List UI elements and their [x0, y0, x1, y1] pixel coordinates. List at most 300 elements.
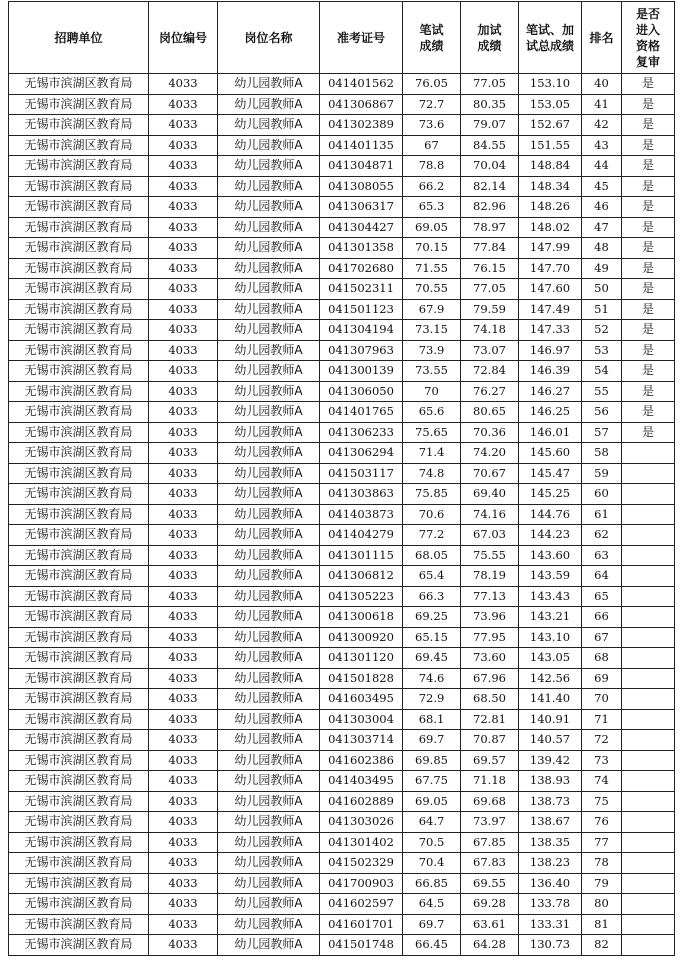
cell-post-name: 幼儿园教师A — [218, 709, 320, 730]
cell-unit: 无锡市滨湖区教育局 — [9, 504, 149, 525]
cell-ticket: 041301358 — [320, 238, 403, 259]
cell-total: 142.56 — [519, 668, 582, 689]
cell-extra: 67.03 — [461, 525, 519, 546]
cell-post-name: 幼儿园教师A — [218, 156, 320, 177]
cell-total: 148.34 — [519, 176, 582, 197]
cell-review — [622, 504, 675, 525]
table-row — [9, 791, 675, 812]
table-row — [9, 627, 675, 648]
cell-rank: 75 — [582, 791, 622, 812]
cell-ticket: 041306294 — [320, 443, 403, 464]
table-row — [9, 197, 675, 218]
cell-total: 147.99 — [519, 238, 582, 259]
cell-written: 76.05 — [403, 74, 461, 95]
cell-written: 64.7 — [403, 812, 461, 833]
cell-unit: 无锡市滨湖区教育局 — [9, 771, 149, 792]
cell-rank: 72 — [582, 730, 622, 751]
cell-unit: 无锡市滨湖区教育局 — [9, 607, 149, 628]
cell-rank: 81 — [582, 914, 622, 935]
cell-total: 147.33 — [519, 320, 582, 341]
header-row — [9, 2, 675, 74]
cell-unit: 无锡市滨湖区教育局 — [9, 914, 149, 935]
cell-review: 是 — [622, 94, 675, 115]
cell-post-no: 4033 — [149, 361, 218, 382]
header-post-name: 岗位名称 — [218, 2, 320, 74]
cell-total: 133.31 — [519, 914, 582, 935]
cell-post-name: 幼儿园教师A — [218, 484, 320, 505]
table-row — [9, 873, 675, 894]
table-row — [9, 812, 675, 833]
cell-unit: 无锡市滨湖区教育局 — [9, 648, 149, 669]
cell-unit: 无锡市滨湖区教育局 — [9, 668, 149, 689]
cell-post-name: 幼儿园教师A — [218, 94, 320, 115]
cell-unit: 无锡市滨湖区教育局 — [9, 894, 149, 915]
header-extra: 加试成绩 — [461, 2, 519, 74]
cell-post-name: 幼儿园教师A — [218, 115, 320, 136]
cell-total: 140.57 — [519, 730, 582, 751]
cell-rank: 43 — [582, 135, 622, 156]
cell-review — [622, 627, 675, 648]
table-row — [9, 525, 675, 546]
cell-post-no: 4033 — [149, 299, 218, 320]
cell-written: 77.2 — [403, 525, 461, 546]
cell-written: 70.4 — [403, 853, 461, 874]
cell-review: 是 — [622, 217, 675, 238]
cell-extra: 79.59 — [461, 299, 519, 320]
cell-ticket: 041602386 — [320, 750, 403, 771]
cell-ticket: 041403873 — [320, 504, 403, 525]
cell-ticket: 041301115 — [320, 545, 403, 566]
cell-post-no: 4033 — [149, 135, 218, 156]
cell-ticket: 041401765 — [320, 402, 403, 423]
cell-written: 67.75 — [403, 771, 461, 792]
cell-unit: 无锡市滨湖区教育局 — [9, 422, 149, 443]
cell-extra: 82.14 — [461, 176, 519, 197]
cell-total: 153.10 — [519, 74, 582, 95]
cell-post-name: 幼儿园教师A — [218, 238, 320, 259]
cell-extra: 78.97 — [461, 217, 519, 238]
cell-extra: 67.85 — [461, 832, 519, 853]
cell-total: 133.78 — [519, 894, 582, 915]
cell-post-name: 幼儿园教师A — [218, 361, 320, 382]
cell-rank: 58 — [582, 443, 622, 464]
cell-review: 是 — [622, 320, 675, 341]
cell-post-no: 4033 — [149, 730, 218, 751]
header-total: 笔试、加试总成绩 — [519, 2, 582, 74]
cell-extra: 78.19 — [461, 566, 519, 587]
table-row — [9, 422, 675, 443]
cell-extra: 68.50 — [461, 689, 519, 710]
cell-unit: 无锡市滨湖区教育局 — [9, 586, 149, 607]
cell-total: 143.10 — [519, 627, 582, 648]
cell-post-name: 幼儿园教师A — [218, 279, 320, 300]
cell-rank: 82 — [582, 935, 622, 956]
table-row — [9, 402, 675, 423]
cell-unit: 无锡市滨湖区教育局 — [9, 135, 149, 156]
cell-written: 68.05 — [403, 545, 461, 566]
cell-rank: 67 — [582, 627, 622, 648]
cell-written: 73.55 — [403, 361, 461, 382]
table-row — [9, 709, 675, 730]
cell-post-no: 4033 — [149, 853, 218, 874]
table-row — [9, 115, 675, 136]
table-row — [9, 217, 675, 238]
cell-rank: 55 — [582, 381, 622, 402]
cell-written: 65.4 — [403, 566, 461, 587]
cell-post-name: 幼儿园教师A — [218, 135, 320, 156]
cell-extra: 75.55 — [461, 545, 519, 566]
cell-ticket: 041301120 — [320, 648, 403, 669]
cell-ticket: 041303026 — [320, 812, 403, 833]
cell-rank: 42 — [582, 115, 622, 136]
cell-extra: 69.68 — [461, 791, 519, 812]
cell-post-name: 幼儿园教师A — [218, 320, 320, 341]
cell-unit: 无锡市滨湖区教育局 — [9, 320, 149, 341]
cell-review: 是 — [622, 74, 675, 95]
table-row — [9, 443, 675, 464]
cell-review: 是 — [622, 422, 675, 443]
cell-rank: 54 — [582, 361, 622, 382]
cell-post-name: 幼儿园教师A — [218, 566, 320, 587]
table-row — [9, 504, 675, 525]
cell-unit: 无锡市滨湖区教育局 — [9, 689, 149, 710]
cell-ticket: 041401562 — [320, 74, 403, 95]
cell-rank: 52 — [582, 320, 622, 341]
cell-written: 73.9 — [403, 340, 461, 361]
cell-review — [622, 935, 675, 956]
cell-rank: 51 — [582, 299, 622, 320]
cell-post-no: 4033 — [149, 607, 218, 628]
cell-ticket: 041300139 — [320, 361, 403, 382]
cell-review: 是 — [622, 340, 675, 361]
cell-extra: 70.67 — [461, 463, 519, 484]
cell-review — [622, 566, 675, 587]
cell-ticket: 041301402 — [320, 832, 403, 853]
cell-total: 146.01 — [519, 422, 582, 443]
cell-unit: 无锡市滨湖区教育局 — [9, 197, 149, 218]
cell-unit: 无锡市滨湖区教育局 — [9, 566, 149, 587]
cell-total: 146.39 — [519, 361, 582, 382]
cell-total: 148.02 — [519, 217, 582, 238]
cell-extra: 77.05 — [461, 279, 519, 300]
cell-post-no: 4033 — [149, 504, 218, 525]
cell-rank: 64 — [582, 566, 622, 587]
table-row — [9, 156, 675, 177]
cell-written: 75.85 — [403, 484, 461, 505]
results-table — [8, 1, 675, 956]
cell-written: 74.8 — [403, 463, 461, 484]
cell-extra: 79.07 — [461, 115, 519, 136]
cell-extra: 70.87 — [461, 730, 519, 751]
cell-ticket: 041302389 — [320, 115, 403, 136]
cell-rank: 70 — [582, 689, 622, 710]
cell-written: 78.8 — [403, 156, 461, 177]
cell-extra: 84.55 — [461, 135, 519, 156]
cell-rank: 76 — [582, 812, 622, 833]
cell-review: 是 — [622, 258, 675, 279]
cell-ticket: 041404279 — [320, 525, 403, 546]
table-row — [9, 279, 675, 300]
cell-post-no: 4033 — [149, 320, 218, 341]
cell-ticket: 041502311 — [320, 279, 403, 300]
table-row — [9, 668, 675, 689]
cell-ticket: 041300920 — [320, 627, 403, 648]
cell-total: 130.73 — [519, 935, 582, 956]
cell-rank: 69 — [582, 668, 622, 689]
cell-post-no: 4033 — [149, 340, 218, 361]
cell-extra: 77.84 — [461, 238, 519, 259]
cell-extra: 70.04 — [461, 156, 519, 177]
cell-review — [622, 832, 675, 853]
cell-written: 67.9 — [403, 299, 461, 320]
cell-ticket: 041603495 — [320, 689, 403, 710]
cell-written: 74.6 — [403, 668, 461, 689]
cell-total: 145.47 — [519, 463, 582, 484]
cell-rank: 62 — [582, 525, 622, 546]
cell-rank: 47 — [582, 217, 622, 238]
cell-review — [622, 586, 675, 607]
cell-post-no: 4033 — [149, 115, 218, 136]
cell-review — [622, 525, 675, 546]
cell-post-no: 4033 — [149, 566, 218, 587]
table-row — [9, 730, 675, 751]
cell-written: 68.1 — [403, 709, 461, 730]
cell-review: 是 — [622, 279, 675, 300]
header-ticket: 准考证号 — [320, 2, 403, 74]
cell-post-no: 4033 — [149, 422, 218, 443]
cell-extra: 67.96 — [461, 668, 519, 689]
cell-post-no: 4033 — [149, 668, 218, 689]
cell-written: 70.15 — [403, 238, 461, 259]
cell-review — [622, 750, 675, 771]
cell-rank: 46 — [582, 197, 622, 218]
cell-rank: 40 — [582, 74, 622, 95]
cell-unit: 无锡市滨湖区教育局 — [9, 94, 149, 115]
cell-post-name: 幼儿园教师A — [218, 545, 320, 566]
cell-post-name: 幼儿园教师A — [218, 914, 320, 935]
cell-review: 是 — [622, 115, 675, 136]
table-row — [9, 299, 675, 320]
cell-post-no: 4033 — [149, 935, 218, 956]
cell-ticket: 041306317 — [320, 197, 403, 218]
cell-written: 65.6 — [403, 402, 461, 423]
cell-ticket: 041308055 — [320, 176, 403, 197]
cell-rank: 66 — [582, 607, 622, 628]
cell-post-name: 幼儿园教师A — [218, 689, 320, 710]
cell-total: 143.60 — [519, 545, 582, 566]
cell-total: 138.73 — [519, 791, 582, 812]
cell-post-name: 幼儿园教师A — [218, 791, 320, 812]
cell-total: 138.35 — [519, 832, 582, 853]
cell-review: 是 — [622, 156, 675, 177]
cell-ticket: 041501828 — [320, 668, 403, 689]
cell-unit: 无锡市滨湖区教育局 — [9, 381, 149, 402]
cell-extra: 77.13 — [461, 586, 519, 607]
cell-written: 70.5 — [403, 832, 461, 853]
cell-ticket: 041300618 — [320, 607, 403, 628]
cell-unit: 无锡市滨湖区教育局 — [9, 730, 149, 751]
cell-post-no: 4033 — [149, 381, 218, 402]
cell-total: 143.21 — [519, 607, 582, 628]
cell-total: 143.59 — [519, 566, 582, 587]
cell-total: 146.25 — [519, 402, 582, 423]
table-row — [9, 258, 675, 279]
cell-total: 146.97 — [519, 340, 582, 361]
cell-review: 是 — [622, 361, 675, 382]
cell-ticket: 041303714 — [320, 730, 403, 751]
table-row — [9, 545, 675, 566]
cell-post-no: 4033 — [149, 197, 218, 218]
table-row — [9, 94, 675, 115]
cell-written: 71.4 — [403, 443, 461, 464]
cell-post-name: 幼儿园教师A — [218, 402, 320, 423]
cell-extra: 73.60 — [461, 648, 519, 669]
cell-review — [622, 791, 675, 812]
cell-post-no: 4033 — [149, 443, 218, 464]
cell-total: 147.49 — [519, 299, 582, 320]
cell-written: 72.9 — [403, 689, 461, 710]
table-row — [9, 648, 675, 669]
cell-written: 73.15 — [403, 320, 461, 341]
cell-extra: 63.61 — [461, 914, 519, 935]
table-row — [9, 484, 675, 505]
table-row — [9, 607, 675, 628]
cell-post-name: 幼儿园教师A — [218, 197, 320, 218]
cell-review — [622, 668, 675, 689]
cell-unit: 无锡市滨湖区教育局 — [9, 812, 149, 833]
cell-post-name: 幼儿园教师A — [218, 217, 320, 238]
cell-extra: 69.40 — [461, 484, 519, 505]
cell-post-name: 幼儿园教师A — [218, 750, 320, 771]
cell-unit: 无锡市滨湖区教育局 — [9, 709, 149, 730]
cell-rank: 78 — [582, 853, 622, 874]
cell-unit: 无锡市滨湖区教育局 — [9, 627, 149, 648]
cell-post-name: 幼儿园教师A — [218, 607, 320, 628]
cell-review — [622, 443, 675, 464]
cell-total: 136.40 — [519, 873, 582, 894]
table-body — [9, 74, 675, 956]
cell-extra: 80.35 — [461, 94, 519, 115]
cell-review — [622, 463, 675, 484]
cell-extra: 70.36 — [461, 422, 519, 443]
cell-written: 65.15 — [403, 627, 461, 648]
cell-post-no: 4033 — [149, 258, 218, 279]
cell-extra: 69.57 — [461, 750, 519, 771]
cell-post-no: 4033 — [149, 94, 218, 115]
cell-post-no: 4033 — [149, 176, 218, 197]
cell-post-name: 幼儿园教师A — [218, 873, 320, 894]
cell-ticket: 041307963 — [320, 340, 403, 361]
cell-rank: 79 — [582, 873, 622, 894]
cell-post-no: 4033 — [149, 545, 218, 566]
cell-unit: 无锡市滨湖区教育局 — [9, 853, 149, 874]
cell-post-name: 幼儿园教师A — [218, 299, 320, 320]
cell-rank: 50 — [582, 279, 622, 300]
cell-extra: 69.55 — [461, 873, 519, 894]
table-row — [9, 135, 675, 156]
cell-post-name: 幼儿园教师A — [218, 648, 320, 669]
cell-rank: 74 — [582, 771, 622, 792]
cell-extra: 72.84 — [461, 361, 519, 382]
cell-review: 是 — [622, 176, 675, 197]
cell-rank: 65 — [582, 586, 622, 607]
cell-total: 146.27 — [519, 381, 582, 402]
cell-total: 147.60 — [519, 279, 582, 300]
cell-ticket: 041305223 — [320, 586, 403, 607]
cell-post-no: 4033 — [149, 402, 218, 423]
cell-written: 73.6 — [403, 115, 461, 136]
table-row — [9, 463, 675, 484]
cell-unit: 无锡市滨湖区教育局 — [9, 279, 149, 300]
cell-post-name: 幼儿园教师A — [218, 381, 320, 402]
cell-unit: 无锡市滨湖区教育局 — [9, 176, 149, 197]
cell-total: 148.26 — [519, 197, 582, 218]
cell-ticket: 041306867 — [320, 94, 403, 115]
cell-total: 138.23 — [519, 853, 582, 874]
header-unit: 招聘单位 — [9, 2, 149, 74]
cell-unit: 无锡市滨湖区教育局 — [9, 299, 149, 320]
cell-written: 66.2 — [403, 176, 461, 197]
cell-post-no: 4033 — [149, 689, 218, 710]
cell-unit: 无锡市滨湖区教育局 — [9, 791, 149, 812]
cell-post-no: 4033 — [149, 74, 218, 95]
header-written: 笔试成绩 — [403, 2, 461, 74]
cell-ticket: 041403495 — [320, 771, 403, 792]
cell-extra: 76.15 — [461, 258, 519, 279]
cell-rank: 68 — [582, 648, 622, 669]
cell-post-name: 幼儿园教师A — [218, 812, 320, 833]
table-row — [9, 74, 675, 95]
cell-extra: 82.96 — [461, 197, 519, 218]
cell-review — [622, 484, 675, 505]
cell-unit: 无锡市滨湖区教育局 — [9, 74, 149, 95]
table-row — [9, 361, 675, 382]
cell-ticket: 041304871 — [320, 156, 403, 177]
cell-rank: 53 — [582, 340, 622, 361]
cell-review — [622, 914, 675, 935]
cell-ticket: 041304194 — [320, 320, 403, 341]
cell-post-name: 幼儿园教师A — [218, 730, 320, 751]
cell-review: 是 — [622, 381, 675, 402]
cell-written: 65.3 — [403, 197, 461, 218]
header-review: 是否进入资格复审 — [622, 2, 675, 74]
cell-written: 69.85 — [403, 750, 461, 771]
table-row — [9, 340, 675, 361]
table-row — [9, 894, 675, 915]
cell-review — [622, 873, 675, 894]
cell-ticket: 041304427 — [320, 217, 403, 238]
cell-extra: 73.96 — [461, 607, 519, 628]
cell-extra: 77.95 — [461, 627, 519, 648]
cell-review — [622, 545, 675, 566]
cell-post-no: 4033 — [149, 279, 218, 300]
header-rank: 排名 — [582, 2, 622, 74]
cell-ticket: 041601701 — [320, 914, 403, 935]
table-row — [9, 238, 675, 259]
cell-unit: 无锡市滨湖区教育局 — [9, 935, 149, 956]
cell-written: 64.5 — [403, 894, 461, 915]
cell-post-no: 4033 — [149, 894, 218, 915]
cell-post-no: 4033 — [149, 709, 218, 730]
cell-extra: 77.05 — [461, 74, 519, 95]
cell-post-no: 4033 — [149, 771, 218, 792]
table-row — [9, 586, 675, 607]
cell-post-name: 幼儿园教师A — [218, 668, 320, 689]
cell-extra: 69.28 — [461, 894, 519, 915]
cell-post-no: 4033 — [149, 914, 218, 935]
cell-rank: 49 — [582, 258, 622, 279]
cell-rank: 71 — [582, 709, 622, 730]
